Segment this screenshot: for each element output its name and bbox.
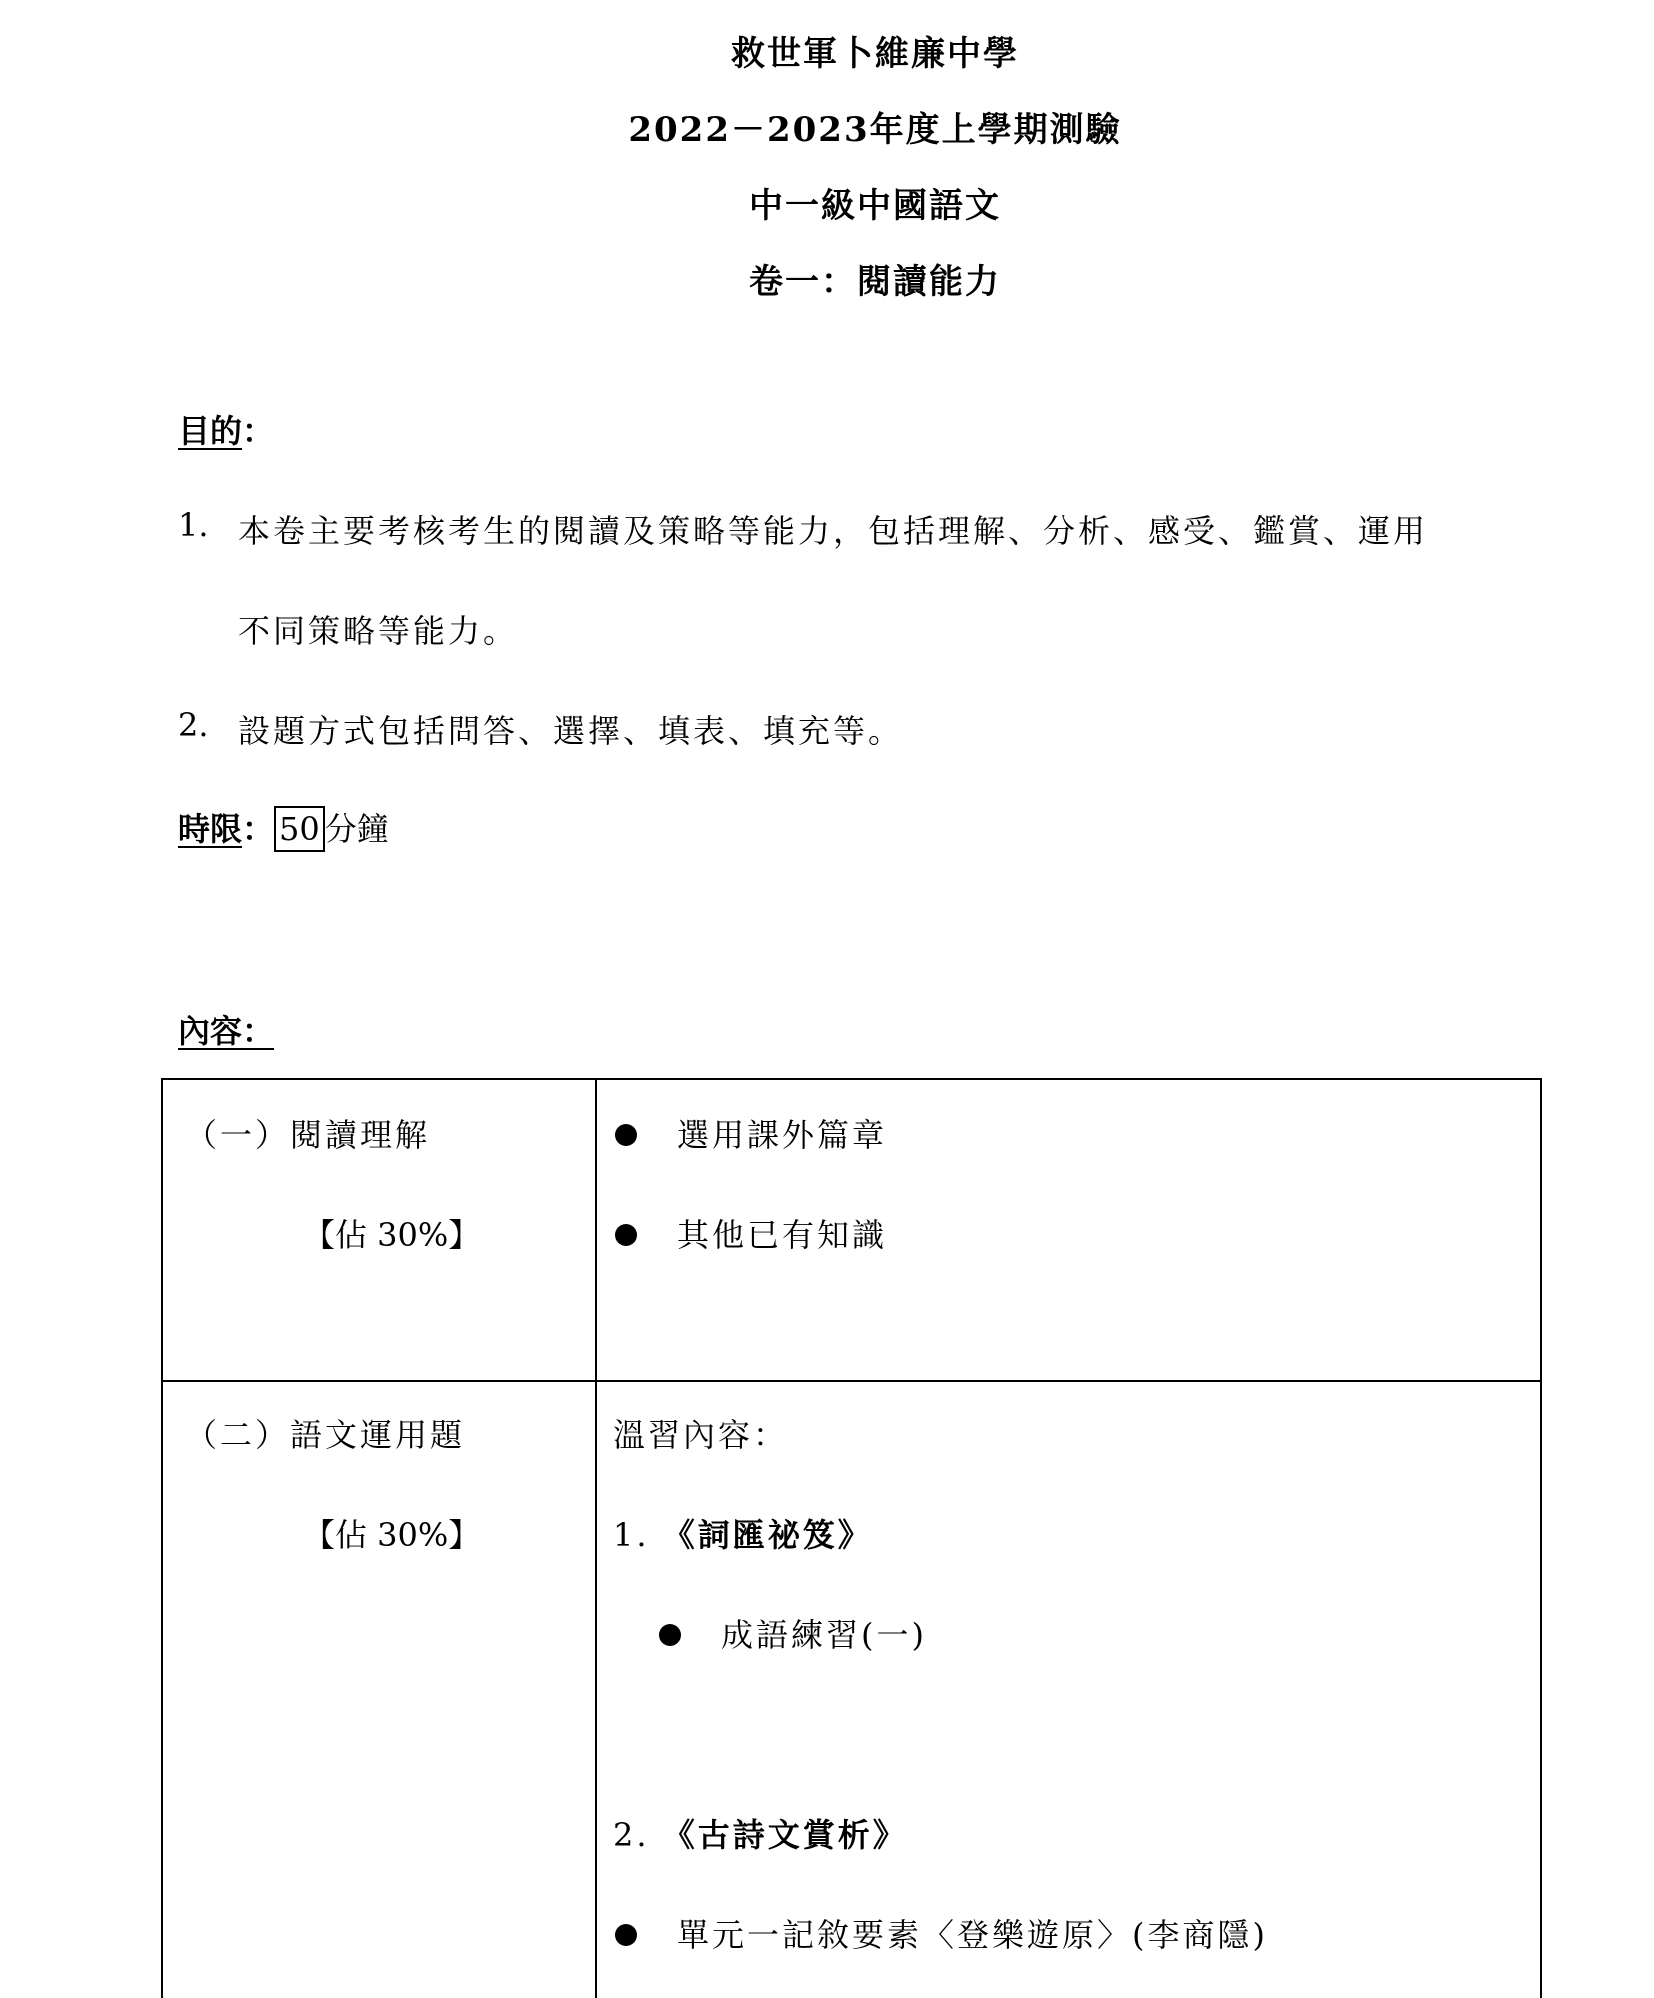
purpose-item-2-number: 2. [178, 706, 209, 744]
exam-title: 2022－2023年度上學期測驗 [628, 110, 1122, 150]
section-2-intro: 溫習內容： [613, 1416, 789, 1454]
content-table [161, 1078, 1542, 1998]
bullet-icon [615, 1924, 637, 1946]
section-1-title: （一）閱讀理解 [185, 1116, 431, 1154]
time-limit-unit: 分鐘 [324, 810, 389, 848]
item-number: 2. [613, 1816, 650, 1854]
time-limit-label: 時限 [178, 810, 243, 848]
section-2-item-1-bullet [659, 1610, 927, 1656]
paper-title: 卷一：閱讀能力 [749, 262, 1001, 302]
purpose-label: 目的 [178, 412, 243, 450]
time-limit-row [178, 804, 389, 852]
table-row-divider [163, 1380, 1540, 1382]
school-name: 救世軍卜維廉中學 [731, 34, 1019, 74]
section-2-item-1 [613, 1510, 873, 1556]
purpose-item-2-line-1: 設題方式包括問答、選擇、填表、填充等。 [238, 712, 904, 750]
purpose-item-1-line-1: 本卷主要考核考生的閱讀及策略等能力，包括理解、分析、感受、鑑賞、運用 [238, 512, 1429, 550]
bullet-text: 成語練習(一) [721, 1616, 927, 1654]
section-2-item-2 [613, 1810, 908, 1856]
subject-title: 中一級中國語文 [749, 186, 1001, 226]
item-title: 《古詩文賞析》 [662, 1816, 908, 1854]
section-2-weight: 【佔 30%】 [303, 1516, 481, 1554]
table-column-divider [595, 1080, 597, 1998]
item-title: 《詞匯祕笈》 [662, 1516, 873, 1554]
bullet-icon [615, 1224, 637, 1246]
time-limit-colon: ： [242, 810, 275, 848]
bullet-text: 其他已有知識 [677, 1216, 888, 1254]
section-2-title: （二）語文運用題 [185, 1416, 466, 1454]
section-1-bullet-1 [615, 1110, 887, 1156]
bullet-text: 選用課外篇章 [677, 1116, 888, 1154]
purpose-item-1-line-2: 不同策略等能力。 [238, 612, 519, 650]
section-1-weight: 【佔 30%】 [303, 1216, 481, 1254]
time-limit-value: 50 [274, 806, 325, 852]
section-1-bullet-2 [615, 1210, 887, 1256]
content-heading [178, 1006, 274, 1052]
section-2-item-2-bullet [615, 1910, 1268, 1956]
content-label: 內容： [178, 1012, 275, 1050]
item-number: 1. [613, 1516, 650, 1554]
purpose-colon: ： [242, 412, 275, 450]
bullet-icon [615, 1124, 637, 1146]
bullet-text: 單元一記敘要素〈登樂遊原〉(李商隱) [677, 1916, 1268, 1954]
bullet-icon [659, 1624, 681, 1646]
purpose-item-1-number: 1. [178, 506, 209, 544]
purpose-heading [178, 406, 274, 452]
